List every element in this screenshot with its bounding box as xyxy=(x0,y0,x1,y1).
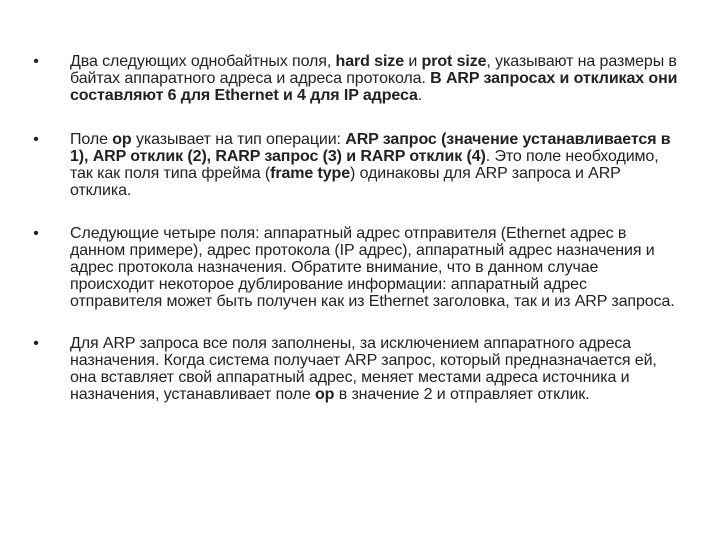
text-segment: . xyxy=(417,87,423,104)
bullet-icon: • xyxy=(33,131,39,148)
bullet-item xyxy=(30,225,680,310)
term-op: op xyxy=(112,131,132,148)
text-segment: Для ARP запроса все поля заполнены, за исключением аппаратного адреса назначения. Когда система получает ARP запрос, который предназначается ей, она вставляет свой аппаратный адрес, меняет местами адреса источника и назначения, устанавливает поле xyxy=(70,335,657,403)
text-segment: указывает на тип операции: xyxy=(131,131,346,148)
bullet-item xyxy=(30,335,680,403)
text-segment: Поле xyxy=(70,131,113,148)
bullet-icon: • xyxy=(33,335,39,352)
bullet-list xyxy=(30,53,680,403)
paragraph-address-fields xyxy=(70,225,675,310)
paragraph-op-field xyxy=(70,131,671,199)
term-op: op xyxy=(315,386,335,403)
emphasis-op-values: ARP запрос (значение устанавливается в 1), ARP отклик (2), RARP запрос (3) и RARP отклик (4) xyxy=(70,131,671,165)
term-frame-type: frame type xyxy=(270,165,351,182)
text-segment: Следующие четыре поля: аппаратный адрес отправителя (Ethernet адрес в данном примере), адрес протокола (IP адрес), аппаратный адрес назначения и адрес протокола назначения. Обратите внимание, что в данном случае происходит некоторое дублирование информации: аппаратный адрес отправителя может быть получен как из Ethernet заголовка, так и из ARP запроса. xyxy=(70,225,675,310)
text-segment: и xyxy=(404,53,422,70)
paragraph-hard-prot-size xyxy=(70,53,677,104)
text-segment: . Это поле необходимо, так как поля типа фрейма ( xyxy=(70,148,659,182)
text-segment: ) одинаковы для ARP запроса и ARP отклика. xyxy=(70,165,621,199)
term-prot-size: prot size xyxy=(421,53,487,70)
paragraph-arp-reply xyxy=(70,335,657,403)
bullet-item xyxy=(30,131,680,199)
text-segment: в значение 2 и отправляет отклик. xyxy=(334,386,590,403)
emphasis-sizes: В ARP запросах и откликах они составляют 6 для Ethernet и 4 для IP адреса xyxy=(70,70,678,104)
bullet-icon: • xyxy=(33,53,39,70)
bullet-icon: • xyxy=(33,225,39,242)
term-hard-size: hard size xyxy=(335,53,404,70)
bullet-item xyxy=(30,53,680,104)
text-segment: Два следующих однобайтных поля, xyxy=(70,53,336,70)
text-segment: , указывают на размеры в байтах аппаратного адреса и адреса протокола. xyxy=(70,53,677,87)
